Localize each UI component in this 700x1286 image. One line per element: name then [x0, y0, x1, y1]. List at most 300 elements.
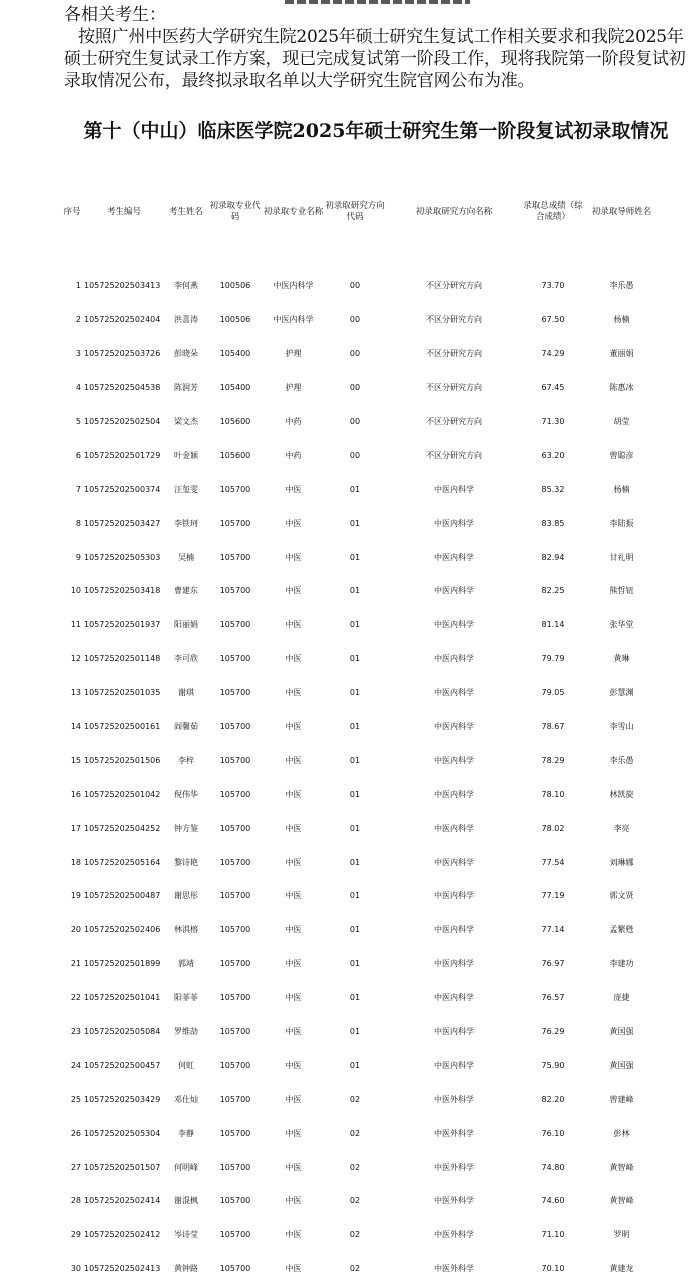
cell-name: 汪玺雯 — [174, 484, 198, 494]
cell-direction-code: 02 — [349, 1196, 361, 1206]
cell-major-name: 护理 — [285, 349, 302, 359]
cell-name: 黎诗艳 — [174, 857, 198, 867]
table-body — [60, 238, 660, 1286]
cell-direction-code: 01 — [349, 552, 361, 562]
cell-candidate-id: 105725202502504 — [84, 417, 161, 426]
cell-name: 洪喜涛 — [174, 315, 198, 325]
cell-major-code: 105700 — [219, 959, 251, 969]
table-row — [60, 303, 660, 337]
cell-candidate-id: 105725202500374 — [84, 484, 161, 494]
cell-total-score: 76.29 — [541, 1027, 565, 1037]
cell-direction-code: 01 — [349, 722, 361, 732]
cell-supervisor: 胡莹 — [613, 417, 630, 426]
cell-supervisor: 甘礼明 — [609, 552, 634, 562]
cell-no: 6 — [75, 450, 81, 460]
table-row — [60, 777, 660, 811]
cell-candidate-id: 105725202500161 — [84, 722, 161, 732]
cell-candidate-id: 105725202500457 — [84, 1060, 161, 1070]
cell-direction-code: 01 — [349, 925, 361, 935]
cell-direction-code: 00 — [349, 315, 361, 325]
cell-total-score: 67.45 — [541, 383, 565, 393]
cell-direction-name: 中医内科学 — [434, 654, 474, 664]
cell-direction-name: 不区分研究方向 — [426, 450, 482, 460]
cell-no: 13 — [70, 688, 81, 698]
cell-major-name: 中医 — [285, 586, 302, 596]
cell-candidate-id: 105725202501937 — [84, 620, 161, 630]
cell-major-code: 105700 — [219, 789, 251, 799]
greeting: 各相关考生： — [64, 5, 166, 25]
cell-supervisor: 彭慧渊 — [609, 688, 634, 698]
cell-major-code: 105600 — [219, 450, 251, 460]
document-title: 第十（中山）临床医学院2025年硕士研究生第一阶段复试初录取情况 — [83, 120, 669, 142]
cell-candidate-id: 105725202501507 — [84, 1162, 161, 1172]
cell-direction-code: 01 — [349, 1027, 361, 1037]
cell-major-code: 105400 — [219, 383, 251, 393]
cell-total-score: 77.14 — [541, 925, 565, 935]
cell-name: 阳丽娟 — [174, 620, 198, 630]
cell-direction-code: 02 — [349, 1264, 361, 1274]
cell-no: 30 — [70, 1264, 81, 1274]
table-row — [60, 574, 660, 608]
cell-name: 何虹 — [178, 1060, 194, 1070]
cell-direction-code: 00 — [349, 349, 361, 359]
cell-direction-code: 01 — [349, 1060, 361, 1070]
cell-direction-name: 中医内科学 — [434, 993, 474, 1003]
cell-direction-name: 中医内科学 — [434, 1027, 474, 1037]
cell-direction-name: 中医外科学 — [434, 1094, 474, 1104]
table-row — [60, 676, 660, 710]
cell-name: 黄钟路 — [174, 1264, 198, 1274]
cell-direction-name: 中医内科学 — [434, 552, 474, 562]
col-header-total-score: 录取总成绩（综合成绩） — [523, 201, 583, 222]
cell-name: 曹建东 — [174, 586, 198, 596]
table-row — [60, 1218, 660, 1252]
cell-direction-name: 不区分研究方向 — [426, 417, 482, 426]
cell-major-code: 105700 — [219, 1196, 251, 1206]
cell-direction-code: 01 — [349, 620, 361, 630]
table-row — [60, 1116, 660, 1150]
cell-candidate-id: 105725202501041 — [84, 993, 161, 1003]
cell-supervisor: 李亮 — [613, 823, 630, 833]
cell-total-score: 82.20 — [541, 1094, 565, 1104]
cell-major-name: 中医 — [285, 1230, 302, 1240]
cell-name: 李可欣 — [174, 654, 198, 664]
cell-candidate-id: 105725202502404 — [84, 315, 161, 325]
cell-direction-name: 中医内科学 — [434, 620, 474, 630]
cell-major-name: 中医 — [285, 789, 302, 799]
cell-direction-code: 01 — [349, 823, 361, 833]
cell-no: 15 — [70, 755, 81, 765]
cell-no: 11 — [70, 620, 81, 630]
cell-supervisor: 李建功 — [609, 959, 634, 969]
cell-no: 16 — [70, 789, 81, 799]
table-row — [60, 811, 660, 845]
cell-supervisor: 杨楠 — [613, 315, 630, 325]
cell-supervisor: 曾聪彦 — [609, 450, 634, 460]
admission-table — [60, 186, 660, 1286]
cell-major-code: 105700 — [219, 755, 251, 765]
cell-direction-code: 01 — [349, 484, 361, 494]
cell-major-name: 中医 — [285, 823, 302, 833]
cell-major-name: 中医 — [285, 925, 302, 935]
cell-total-score: 79.79 — [541, 654, 565, 664]
table-row — [60, 1082, 660, 1116]
table-row — [60, 608, 660, 642]
cell-no: 20 — [70, 925, 81, 935]
cell-candidate-id: 105725202502406 — [84, 925, 161, 935]
cell-no: 22 — [70, 993, 81, 1003]
cell-major-code: 105700 — [219, 552, 251, 562]
cell-name: 钟方鉴 — [174, 823, 198, 833]
cell-total-score: 71.10 — [541, 1230, 565, 1240]
cell-no: 5 — [75, 417, 81, 426]
cell-candidate-id: 105725202504538 — [84, 383, 161, 393]
cell-supervisor: 郭文贤 — [609, 891, 634, 901]
cell-direction-code: 00 — [349, 281, 361, 291]
cell-major-code: 105700 — [219, 857, 251, 867]
cell-major-name: 中医 — [285, 1027, 302, 1037]
cell-no: 24 — [70, 1060, 81, 1070]
cell-direction-name: 中医内科学 — [434, 959, 474, 969]
table-row — [60, 913, 660, 947]
cell-no: 25 — [70, 1094, 81, 1104]
cell-major-code: 105700 — [219, 1128, 251, 1138]
cell-supervisor: 罗明 — [613, 1230, 630, 1240]
cell-total-score: 78.67 — [541, 722, 565, 732]
cell-candidate-id: 105725202504252 — [84, 823, 161, 833]
cell-candidate-id: 105725202502413 — [84, 1264, 161, 1274]
cell-name: 郭靖 — [178, 959, 194, 969]
cell-no: 1 — [75, 281, 81, 291]
cell-direction-code: 01 — [349, 993, 361, 1003]
cell-candidate-id: 105725202501506 — [84, 755, 161, 765]
cell-direction-name: 中医内科学 — [434, 518, 474, 528]
col-header-candidate-id: 考生编号 — [106, 206, 141, 217]
cell-direction-name: 中医外科学 — [434, 1230, 474, 1240]
cell-supervisor: 熊哲钮 — [609, 586, 634, 596]
cell-major-name: 中医 — [285, 552, 302, 562]
cell-major-name: 中医 — [285, 993, 302, 1003]
cell-no: 28 — [70, 1196, 81, 1206]
cell-supervisor: 李乐愚 — [609, 281, 634, 291]
cell-total-score: 79.05 — [541, 688, 565, 698]
table-row — [60, 1048, 660, 1082]
cell-name: 彭晓朵 — [174, 349, 198, 359]
cell-no: 8 — [75, 518, 81, 528]
table-header-row — [60, 186, 660, 238]
cell-supervisor: 黄智峰 — [609, 1162, 634, 1172]
cell-name: 阎馨茹 — [174, 722, 198, 732]
cell-direction-name: 中医外科学 — [434, 1264, 474, 1274]
cell-major-name: 护理 — [285, 383, 302, 393]
cell-major-code: 105400 — [219, 349, 251, 359]
cell-name: 何明峰 — [174, 1162, 198, 1172]
cell-candidate-id: 105725202503427 — [84, 518, 161, 528]
intro-paragraph: 按照广州中医药大学研究生院2025年硕士研究生复试工作相关要求和我院2025年硕士研究生复试录工作方案，现已完成复试第一阶段工作，现将我院第一阶段复试初录取情况公布，最终拟录取名单以大学研究生院官网公布为准。 — [64, 27, 686, 91]
col-header-major-code: 初录取专业代码 — [209, 201, 261, 222]
cell-total-score: 82.94 — [541, 552, 565, 562]
cell-direction-code: 01 — [349, 654, 361, 664]
cell-direction-code: 01 — [349, 789, 361, 799]
table-row — [60, 710, 660, 744]
cell-supervisor: 黄智峰 — [609, 1196, 634, 1206]
cell-supervisor: 董丽娟 — [609, 349, 634, 359]
cell-direction-name: 中医内科学 — [434, 722, 474, 732]
cell-supervisor: 孟繁甦 — [609, 925, 634, 935]
cell-major-name: 中医 — [285, 891, 302, 901]
cell-supervisor: 李陆振 — [609, 518, 634, 528]
cell-candidate-id: 105725202505164 — [84, 857, 161, 867]
table-row — [60, 1015, 660, 1049]
cell-total-score: 76.10 — [541, 1128, 565, 1138]
cell-major-code: 105700 — [219, 891, 251, 901]
cell-no: 9 — [75, 552, 81, 562]
cell-name: 李静 — [178, 1128, 194, 1138]
cell-candidate-id: 105725202505304 — [84, 1128, 161, 1138]
cell-major-name: 中医 — [285, 1094, 302, 1104]
cell-name: 谢琪 — [178, 688, 194, 698]
cell-supervisor: 李雪山 — [609, 722, 634, 732]
cell-total-score: 74.29 — [541, 349, 565, 359]
cell-name: 吴楠 — [178, 552, 194, 562]
cell-supervisor: 曾建峰 — [609, 1094, 634, 1104]
cell-direction-name: 中医内科学 — [434, 1060, 474, 1070]
cell-direction-name: 中医内科学 — [434, 925, 474, 935]
cell-total-score: 77.54 — [541, 857, 565, 867]
cell-total-score: 78.29 — [541, 755, 565, 765]
cell-major-name: 中医 — [285, 484, 302, 494]
cell-major-code: 105600 — [219, 417, 251, 426]
cell-total-score: 81.14 — [541, 620, 565, 630]
cell-total-score: 82.25 — [541, 586, 565, 596]
cell-no: 21 — [70, 959, 81, 969]
cell-direction-name: 不区分研究方向 — [426, 315, 482, 325]
cell-direction-name: 中医内科学 — [434, 857, 474, 867]
cell-name: 邓仕灿 — [174, 1094, 198, 1104]
cell-name: 谢混枫 — [174, 1196, 198, 1206]
cell-direction-code: 02 — [349, 1128, 361, 1138]
cell-major-name: 中药 — [285, 417, 302, 426]
cell-supervisor: 庞捷 — [613, 993, 630, 1003]
table-row — [60, 845, 660, 879]
cell-major-name: 中医 — [285, 1128, 302, 1138]
table-row — [60, 540, 660, 574]
cell-direction-name: 中医内科学 — [434, 755, 474, 765]
cell-name: 陈润芳 — [174, 383, 198, 393]
cell-candidate-id: 105725202501729 — [84, 450, 161, 460]
table-row — [60, 472, 660, 506]
table-row — [60, 438, 660, 472]
cell-total-score: 77.19 — [541, 891, 565, 901]
cell-major-code: 105700 — [219, 654, 251, 664]
cell-major-name: 中医 — [285, 654, 302, 664]
cell-name: 叶金颖 — [174, 450, 198, 460]
cell-major-code: 105700 — [219, 1060, 251, 1070]
cell-direction-name: 不区分研究方向 — [426, 281, 482, 291]
cell-candidate-id: 105725202503413 — [84, 281, 161, 291]
cell-supervisor: 张华堂 — [609, 620, 634, 630]
cell-major-name: 中医 — [285, 518, 302, 528]
cell-direction-name: 中医内科学 — [434, 823, 474, 833]
cell-total-score: 75.90 — [541, 1060, 565, 1070]
cell-total-score: 78.10 — [541, 789, 565, 799]
cell-direction-code: 02 — [349, 1162, 361, 1172]
cell-no: 14 — [70, 722, 81, 732]
cell-major-name: 中药 — [285, 450, 302, 460]
cell-name: 倪伟华 — [174, 789, 198, 799]
cell-major-code: 105700 — [219, 1264, 251, 1274]
cell-no: 4 — [75, 383, 81, 393]
cell-candidate-id: 105725202500487 — [84, 891, 161, 901]
col-header-direction-name: 初录取研究方向名称 — [415, 206, 493, 217]
cell-direction-name: 不区分研究方向 — [426, 349, 482, 359]
cell-total-score: 76.97 — [541, 959, 565, 969]
cell-major-code: 105700 — [219, 1162, 251, 1172]
cell-major-code: 105700 — [219, 688, 251, 698]
cell-total-score: 85.32 — [541, 484, 565, 494]
cell-direction-name: 中医内科学 — [434, 688, 474, 698]
col-header-no: 序号 — [63, 206, 81, 217]
cell-direction-code: 01 — [349, 688, 361, 698]
cell-direction-name: 中医外科学 — [434, 1162, 474, 1172]
cell-total-score: 74.60 — [541, 1196, 565, 1206]
table-spacer-row — [60, 238, 660, 269]
cell-major-name: 中医内科学 — [273, 315, 314, 325]
cell-major-code: 105700 — [219, 484, 251, 494]
cell-no: 7 — [75, 484, 81, 494]
cell-major-name: 中医 — [285, 1060, 302, 1070]
cell-supervisor: 黄国强 — [609, 1060, 634, 1070]
cell-name: 李梓 — [178, 755, 194, 765]
cell-major-code: 105700 — [219, 1230, 251, 1240]
table-row — [60, 743, 660, 777]
cell-direction-name: 中医外科学 — [434, 1196, 474, 1206]
cell-major-code: 100506 — [219, 281, 251, 291]
table-row — [60, 1184, 660, 1218]
cell-supervisor: 杨楠 — [613, 484, 630, 494]
cell-direction-name: 不区分研究方向 — [426, 383, 482, 393]
cell-major-name: 中医 — [285, 722, 302, 732]
cell-direction-code: 00 — [349, 450, 361, 460]
cell-no: 2 — [75, 315, 81, 325]
cell-candidate-id: 105725202502414 — [84, 1196, 161, 1206]
cell-supervisor: 陈惠冰 — [609, 383, 634, 393]
cell-direction-code: 01 — [349, 518, 361, 528]
cell-major-code: 105700 — [219, 620, 251, 630]
table-row — [60, 981, 660, 1015]
cell-no: 17 — [70, 823, 81, 833]
cell-name: 阳菲菲 — [174, 993, 198, 1003]
cell-direction-name: 中医内科学 — [434, 586, 474, 596]
cell-name: 谢思彤 — [174, 891, 198, 901]
cell-direction-name: 中医内科学 — [434, 891, 474, 901]
cell-major-code: 105700 — [219, 993, 251, 1003]
cell-candidate-id: 105725202503726 — [84, 349, 161, 359]
table-row — [60, 947, 660, 981]
cell-direction-code: 00 — [349, 383, 361, 393]
cell-candidate-id: 105725202501042 — [84, 789, 161, 799]
cell-supervisor: 黄建龙 — [609, 1264, 634, 1274]
cell-direction-name: 中医内科学 — [434, 484, 474, 494]
cell-direction-code: 02 — [349, 1094, 361, 1104]
cell-name: 李何燕 — [174, 281, 198, 291]
cell-major-name: 中医 — [285, 959, 302, 969]
cell-no: 10 — [70, 586, 81, 596]
cell-name: 罗维劼 — [174, 1027, 198, 1037]
col-header-direction-code: 初录取研究方向代码 — [325, 201, 385, 222]
cell-major-name: 中医内科学 — [273, 281, 314, 291]
clipped-top-text — [285, 0, 470, 4]
cell-candidate-id: 105725202503429 — [84, 1094, 161, 1104]
cell-major-code: 105700 — [219, 586, 251, 596]
cell-major-code: 100506 — [219, 315, 251, 325]
cell-major-name: 中医 — [285, 688, 302, 698]
cell-total-score: 71.30 — [541, 417, 565, 426]
cell-major-code: 105700 — [219, 1094, 251, 1104]
cell-major-name: 中医 — [285, 857, 302, 867]
table-row — [60, 642, 660, 676]
table-row — [60, 405, 660, 439]
table-row — [60, 879, 660, 913]
cell-name: 岑诗莹 — [174, 1230, 198, 1240]
cell-no: 23 — [70, 1027, 81, 1037]
cell-candidate-id: 105725202505303 — [84, 552, 161, 562]
cell-no: 19 — [70, 891, 81, 901]
table-row — [60, 371, 660, 405]
cell-supervisor: 刘琳娜 — [609, 857, 634, 867]
cell-name: 林淇榕 — [174, 925, 198, 935]
cell-major-code: 105700 — [219, 1027, 251, 1037]
cell-direction-code: 00 — [349, 417, 361, 426]
cell-total-score: 83.85 — [541, 518, 565, 528]
cell-major-name: 中医 — [285, 755, 302, 765]
cell-total-score: 70.10 — [541, 1264, 565, 1274]
cell-supervisor: 李乐愚 — [609, 755, 634, 765]
cell-supervisor: 彭林 — [613, 1128, 630, 1138]
table-row — [60, 506, 660, 540]
cell-total-score: 63.20 — [541, 450, 565, 460]
cell-major-code: 105700 — [219, 722, 251, 732]
cell-direction-code: 01 — [349, 891, 361, 901]
cell-direction-name: 中医内科学 — [434, 789, 474, 799]
cell-candidate-id: 105725202501148 — [84, 654, 161, 664]
cell-major-name: 中医 — [285, 620, 302, 630]
cell-direction-code: 01 — [349, 586, 361, 596]
cell-no: 26 — [70, 1128, 81, 1138]
cell-candidate-id: 105725202503418 — [84, 586, 161, 596]
col-header-major-name: 初录取专业名称 — [263, 206, 324, 217]
cell-supervisor: 黄国强 — [609, 1027, 634, 1037]
cell-major-name: 中医 — [285, 1264, 302, 1274]
cell-direction-code: 01 — [349, 857, 361, 867]
cell-direction-name: 中医外科学 — [434, 1128, 474, 1138]
cell-name: 李铁珂 — [174, 518, 198, 528]
cell-candidate-id: 105725202505084 — [84, 1027, 161, 1037]
cell-candidate-id: 105725202501035 — [84, 688, 161, 698]
cell-direction-code: 01 — [349, 755, 361, 765]
cell-no: 29 — [70, 1230, 81, 1240]
col-header-supervisor: 初录取导师姓名 — [591, 206, 652, 217]
cell-name: 梁文杰 — [174, 417, 198, 426]
cell-candidate-id: 105725202502412 — [84, 1230, 161, 1240]
cell-major-name: 中医 — [285, 1196, 302, 1206]
cell-no: 18 — [70, 857, 81, 867]
cell-no: 27 — [70, 1162, 81, 1172]
cell-no: 12 — [70, 654, 81, 664]
cell-total-score: 74.80 — [541, 1162, 565, 1172]
table-row — [60, 337, 660, 371]
cell-direction-code: 02 — [349, 1230, 361, 1240]
